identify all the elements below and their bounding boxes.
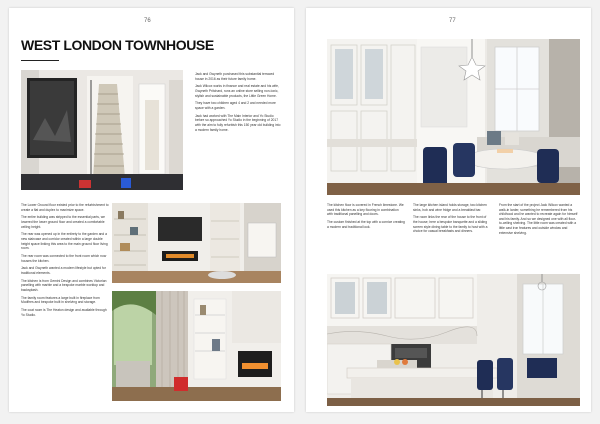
title-rule bbox=[21, 60, 59, 61]
intro-paragraph: They have two children aged 4 and 2 and needed more space with a garden. bbox=[195, 101, 276, 110]
left-column-text bbox=[21, 203, 109, 320]
intro-paragraph: Jack Wilcox works in finance and real estate and his wife, Gwyneth Pritchard, runs an online store selling non-toxic, stylish and sustainable products, the Little Green Home. bbox=[195, 84, 279, 98]
body-paragraph: The room links the rear of the house to the front of the house; here a bespoke banquette and a sliding screen style dining table to the family to host with a choice for casual breakfasts and dinners. bbox=[413, 215, 488, 234]
body-paragraph: The coat room is The Heaton design and available through Yo Studio. bbox=[21, 308, 107, 317]
body-paragraph: Jack and Gwyneth wanted a modern lifestyle but opted for traditional elements. bbox=[21, 266, 106, 275]
body-paragraph: The rear room was connected to the front room which now houses the kitchen. bbox=[21, 253, 107, 263]
staircase-hallway-photo bbox=[21, 70, 183, 190]
kitchen-island-photo bbox=[327, 274, 580, 406]
living-room-photo bbox=[112, 291, 281, 401]
right-page-number: 77 bbox=[449, 18, 456, 24]
body-paragraph: The large kitchen island holds storage, two kitchen sinks, hob and wine fridge and a breakfast bar. bbox=[413, 203, 487, 212]
right-column-3-text bbox=[499, 203, 579, 238]
body-paragraph: The entire building was stripped to the essential parts, we lowered the lower ground floor and created a comfortable ceiling height. bbox=[21, 215, 105, 229]
family-room-photo bbox=[112, 203, 281, 283]
intro-paragraph: Jack had worked with The Main Interior and Yo Studio before so approached Yo Studio in the beginning of 2017 with the aim to fully refurbish this 150 year old building into a modern family home. bbox=[195, 113, 281, 132]
left-page-number: 76 bbox=[144, 18, 151, 24]
kitchen-dining-photo bbox=[327, 39, 580, 195]
body-paragraph: From the start of the project Jack Wilcox wanted a walk-in larder, something he remembered from his childhood and he wanted to recreate again for himself and his family. And so we designed one with all floor-to-ceiling shelving. The little room was created with a little cast iron features and outside window and extensive shelving. bbox=[499, 203, 578, 235]
right-page bbox=[306, 8, 591, 412]
right-column-2-text bbox=[413, 203, 491, 237]
article-title: WEST LONDON TOWNHOUSE bbox=[21, 37, 214, 53]
body-paragraph: The rear was opened up in the entirety to the garden and a new staircase and corridor created within a large double height space linking this area to the main ground floor living room. bbox=[21, 232, 108, 251]
body-paragraph: The kitchen floor is covered in French limestone. We used this kitchen as a key flooring in combination with traditional panelling and doors. bbox=[327, 203, 404, 217]
body-paragraph: The custom finished at the top with a cornice creating a modern and traditional look. bbox=[327, 219, 405, 229]
intro-paragraph: Jack and Gwyneth purchased this substantial terraced house in 2016 as their future family home. bbox=[195, 72, 275, 81]
body-paragraph: The Lower Ground floor existed prior to the refurbishment to create a flat and duplex to maximize space. bbox=[21, 203, 109, 212]
body-paragraph: The kitchen is from Gemini Design and combines Victorian panelling with marble and a bespoke marble worktop and backsplash. bbox=[21, 278, 107, 292]
left-page bbox=[9, 8, 294, 412]
right-column-1-text bbox=[327, 203, 405, 232]
intro-text bbox=[195, 72, 283, 135]
body-paragraph: The family room features a large built in fireplace from Modfires and bespoke built in shelving and storage. bbox=[21, 295, 100, 305]
